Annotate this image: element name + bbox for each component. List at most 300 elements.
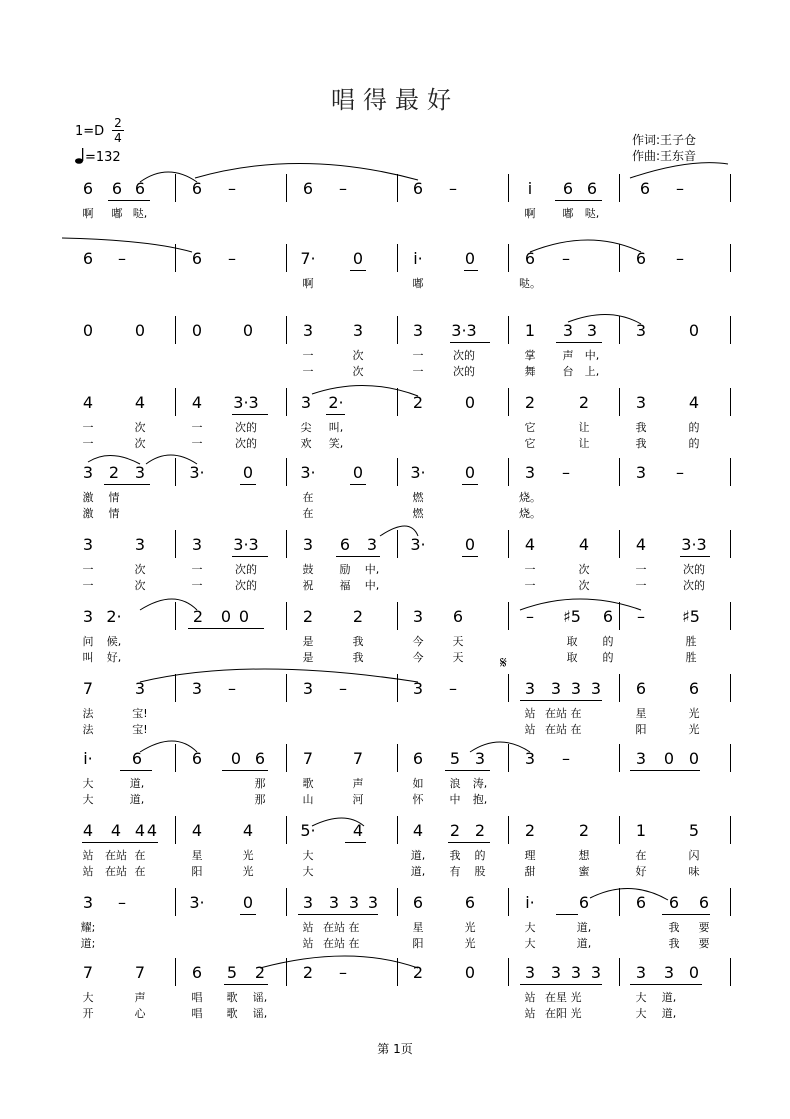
bar-line xyxy=(175,744,176,772)
note: 6 xyxy=(191,963,203,982)
lyric: 星 xyxy=(412,921,424,934)
eighth-beam xyxy=(232,556,268,557)
note: 3· xyxy=(300,463,316,482)
bar-line xyxy=(508,816,509,844)
time-top: 2 xyxy=(114,116,122,130)
lyric: 股 xyxy=(474,865,486,878)
note: 6 xyxy=(668,893,680,912)
note: 3 xyxy=(562,321,574,340)
lyric: 情 xyxy=(108,491,120,504)
eighth-beam xyxy=(630,984,702,985)
lyric: 让 xyxy=(578,421,590,434)
lyric: 光 xyxy=(688,707,700,720)
lyric: 宝! xyxy=(132,723,148,736)
bar-line xyxy=(730,602,731,630)
bar-line xyxy=(619,744,620,772)
note: – xyxy=(676,249,684,268)
lyric: 光 xyxy=(464,921,476,934)
note: 4 xyxy=(578,535,590,554)
lyric: 一 xyxy=(412,349,424,362)
lyric: 一 xyxy=(524,579,536,592)
eighth-beam xyxy=(82,842,158,843)
lyric: 唱 xyxy=(191,1007,203,1020)
eighth-beam xyxy=(240,484,256,485)
lyric: 大 xyxy=(302,865,314,878)
bar-line xyxy=(508,458,509,486)
lyric: 中, xyxy=(364,563,380,576)
eighth-beam xyxy=(222,770,268,771)
lyric: 道, xyxy=(661,1007,677,1020)
note: 3 xyxy=(82,607,94,626)
lyric: 好, xyxy=(106,651,122,664)
note: 6 xyxy=(452,607,464,626)
note: – xyxy=(676,463,684,482)
note: – xyxy=(228,679,236,698)
note: 2 xyxy=(524,821,536,840)
note: 4 xyxy=(134,393,146,412)
note: 3· xyxy=(410,463,426,482)
note: 0 xyxy=(238,607,250,626)
lyric: 上, xyxy=(584,365,600,378)
bar-line xyxy=(730,458,731,486)
bar-line xyxy=(508,316,509,344)
lyric: 次的 xyxy=(235,421,257,434)
lyric: 好 xyxy=(635,865,647,878)
note: 3 xyxy=(191,535,203,554)
note: 6 xyxy=(412,893,424,912)
bar-line xyxy=(508,174,509,202)
lyric: 胜 xyxy=(685,635,697,648)
bar-line xyxy=(508,530,509,558)
lyric: 激 xyxy=(82,491,94,504)
lyric: 在 xyxy=(134,865,146,878)
note: 2 xyxy=(302,607,314,626)
lyric: 叫, xyxy=(328,421,344,434)
bar-line xyxy=(286,674,287,702)
bar-line xyxy=(730,674,731,702)
lyric: 大 xyxy=(302,849,314,862)
note: 6 xyxy=(134,179,146,198)
bar-line xyxy=(397,244,398,272)
note: 3 xyxy=(590,679,602,698)
lyric: 次的 xyxy=(683,579,705,592)
lyric: 次的 xyxy=(453,349,475,362)
note: 6 xyxy=(131,749,143,768)
lyric: 次 xyxy=(134,421,146,434)
note: 0 xyxy=(464,463,476,482)
lyric: 次的 xyxy=(235,563,257,576)
note: 3·3 xyxy=(233,393,259,412)
eighth-beam xyxy=(450,342,490,343)
lyric: 道; xyxy=(80,937,96,950)
lyric: 站 xyxy=(82,849,94,862)
bar-line xyxy=(397,602,398,630)
note: 3 xyxy=(302,321,314,340)
eighth-beam xyxy=(108,200,150,201)
lyric: 歌 xyxy=(302,777,314,790)
lyric: 啊 xyxy=(82,207,94,220)
time-signature xyxy=(111,116,125,145)
lyric: 烧。 xyxy=(519,491,541,504)
lyric: 是 xyxy=(302,635,314,648)
lyric: 它 xyxy=(524,437,536,450)
bar-line xyxy=(619,816,620,844)
lyric: 欢 xyxy=(300,437,312,450)
note: – xyxy=(526,607,534,626)
bar-line xyxy=(508,888,509,916)
lyric: 道, xyxy=(129,777,145,790)
bar-line xyxy=(730,388,731,416)
note: 4 xyxy=(82,821,94,840)
bar-line xyxy=(397,388,398,416)
note: 3 xyxy=(550,679,562,698)
note: 2 xyxy=(352,607,364,626)
lyric: 想 xyxy=(578,849,590,862)
lyric: 星 xyxy=(191,849,203,862)
eighth-beam xyxy=(520,700,602,701)
note: 6 xyxy=(82,249,94,268)
eighth-beam xyxy=(680,556,710,557)
time-bottom: 4 xyxy=(114,131,122,145)
note: 3 xyxy=(635,963,647,982)
note: 3 xyxy=(524,749,536,768)
eighth-beam xyxy=(556,342,602,343)
lyric: 福 xyxy=(339,579,351,592)
lyric: 嘟 xyxy=(111,207,123,220)
note: – xyxy=(228,179,236,198)
bar-line xyxy=(397,816,398,844)
note: 7 xyxy=(134,963,146,982)
lyric: 候, xyxy=(106,635,122,648)
lyric: 在站 xyxy=(105,865,127,878)
lyric: 在 xyxy=(348,921,360,934)
quarter-note-icon xyxy=(75,148,85,164)
note: 4 xyxy=(191,393,203,412)
bar-line xyxy=(175,388,176,416)
lyric: 大 xyxy=(524,921,536,934)
lyric: 站 xyxy=(302,937,314,950)
note: 0 xyxy=(464,963,476,982)
note: 3 xyxy=(348,893,360,912)
lyric: 在 xyxy=(635,849,647,862)
note: 3 xyxy=(328,893,340,912)
bar-line xyxy=(175,602,176,630)
lyric: 开 xyxy=(82,1007,94,1020)
note: 6 xyxy=(302,179,314,198)
note: 0 xyxy=(352,463,364,482)
bar-line xyxy=(286,458,287,486)
lyric: 我 xyxy=(668,937,680,950)
tempo-marking xyxy=(75,148,121,165)
segno-icon: 𝄋 xyxy=(500,653,507,672)
note: 3 xyxy=(82,893,94,912)
eighth-beam xyxy=(224,984,268,985)
lyric: 一 xyxy=(412,365,424,378)
note: 0 xyxy=(464,249,476,268)
bar-line xyxy=(286,316,287,344)
eighth-beam xyxy=(104,484,150,485)
lyric: 燃 xyxy=(412,491,424,504)
lyric: 一 xyxy=(191,579,203,592)
lyric: 道, xyxy=(576,937,592,950)
eighth-beam xyxy=(188,628,264,629)
lyric: 我 xyxy=(635,437,647,450)
bar-line xyxy=(175,530,176,558)
lyric: 掌 xyxy=(524,349,536,362)
lyric: 要 xyxy=(698,921,710,934)
bar-line xyxy=(175,674,176,702)
note: 6 xyxy=(639,179,651,198)
note: 0 xyxy=(242,893,254,912)
lyric: 如 xyxy=(412,777,424,790)
note: – xyxy=(118,249,126,268)
note: 0 xyxy=(220,607,232,626)
lyric: 在 xyxy=(348,937,360,950)
lyric: 次 xyxy=(578,579,590,592)
note: 5 xyxy=(226,963,238,982)
bar-line xyxy=(175,174,176,202)
note: i· xyxy=(525,893,535,912)
lyric: 叫 xyxy=(82,651,94,664)
note: 3 xyxy=(300,393,312,412)
lyric: 山 xyxy=(302,793,314,806)
note: 0 xyxy=(230,749,242,768)
note: 6 xyxy=(339,535,351,554)
note: 3·3 xyxy=(451,321,477,340)
note: 7 xyxy=(302,749,314,768)
note: 3 xyxy=(134,679,146,698)
eighth-beam xyxy=(350,484,366,485)
lyric: 宝! xyxy=(132,707,148,720)
eighth-beam xyxy=(326,414,345,415)
bar-line xyxy=(397,888,398,916)
lyric: 光 xyxy=(570,991,582,1004)
bar-line xyxy=(286,244,287,272)
lyric: 次的 xyxy=(235,579,257,592)
bar-line xyxy=(730,744,731,772)
note: 6 xyxy=(698,893,710,912)
note: 3 xyxy=(635,749,647,768)
lyric: 一 xyxy=(82,421,94,434)
lyric: 河 xyxy=(352,793,364,806)
lyric: 歌 xyxy=(226,991,238,1004)
lyric: 谣, xyxy=(252,991,268,1004)
lyric: 的 xyxy=(474,849,486,862)
note: 6 xyxy=(524,249,536,268)
lyric: 在 xyxy=(570,707,582,720)
bar-line xyxy=(397,744,398,772)
note: 6 xyxy=(82,179,94,198)
note: 3 xyxy=(524,679,536,698)
note: 7 xyxy=(352,749,364,768)
lyric: 站 xyxy=(524,723,536,736)
note: 3 xyxy=(82,535,94,554)
eighth-beam xyxy=(232,414,268,415)
note: 3 xyxy=(474,749,486,768)
note: 3·3 xyxy=(233,535,259,554)
note: 0 xyxy=(464,535,476,554)
bar-line xyxy=(286,602,287,630)
note: 3 xyxy=(134,535,146,554)
note: 2· xyxy=(106,607,122,626)
lyric: 我 xyxy=(668,921,680,934)
note: 6 xyxy=(191,179,203,198)
lyric: 谣, xyxy=(252,1007,268,1020)
note: 0 xyxy=(688,749,700,768)
note: 3 xyxy=(524,963,536,982)
lyric: 问 xyxy=(82,635,94,648)
lyric: 次的 xyxy=(235,437,257,450)
note: 6 xyxy=(254,749,266,768)
note: – xyxy=(118,893,126,912)
lyric: 今 xyxy=(412,651,424,664)
note: 4 xyxy=(242,821,254,840)
note: 5 xyxy=(449,749,461,768)
note: 4 xyxy=(524,535,536,554)
lyric: 舞 xyxy=(524,365,536,378)
bar-line xyxy=(730,958,731,986)
note: 6 xyxy=(412,179,424,198)
lyric: 道, xyxy=(410,865,426,878)
lyric: 在 xyxy=(302,507,314,520)
lyric: 光 xyxy=(688,723,700,736)
lyric: 一 xyxy=(635,563,647,576)
lyric: 中 xyxy=(449,793,461,806)
lyric: 在 xyxy=(302,491,314,504)
lyric: 味 xyxy=(688,865,700,878)
lyric: 唱 xyxy=(191,991,203,1004)
lyric: 在星 xyxy=(545,991,567,1004)
lyric: 大 xyxy=(82,991,94,1004)
lyric: 取 xyxy=(566,651,578,664)
note: 0 xyxy=(464,393,476,412)
note: 2 xyxy=(474,821,486,840)
note: 3 xyxy=(134,463,146,482)
note: 4 xyxy=(191,821,203,840)
note: 3 xyxy=(366,535,378,554)
note: 2· xyxy=(328,393,344,412)
bar-line xyxy=(619,458,620,486)
lyric: 心 xyxy=(134,1007,146,1020)
lyric: 我 xyxy=(449,849,461,862)
lyric: 甜 xyxy=(524,865,536,878)
note: 6 xyxy=(412,749,424,768)
bar-line xyxy=(397,458,398,486)
lyric: 啊 xyxy=(302,277,314,290)
lyric: 理 xyxy=(524,849,536,862)
composer-credit: 作曲:王东音 xyxy=(632,149,697,163)
lyric: 阳 xyxy=(412,937,424,950)
lyric: 是 xyxy=(302,651,314,664)
lyric: 一 xyxy=(302,349,314,362)
lyric: 大 xyxy=(82,793,94,806)
note: 0 xyxy=(82,321,94,340)
note: 3 xyxy=(524,463,536,482)
note: 6 xyxy=(586,179,598,198)
lyric: 怀 xyxy=(412,793,424,806)
lyric: 嘟 xyxy=(412,277,424,290)
bar-line xyxy=(286,958,287,986)
note: – xyxy=(676,179,684,198)
note: 2 xyxy=(108,463,120,482)
note: 0 xyxy=(663,749,675,768)
bar-line xyxy=(175,958,176,986)
lyric: 大 xyxy=(635,1007,647,1020)
lyric: 一 xyxy=(191,437,203,450)
note: 3 xyxy=(570,963,582,982)
note: – xyxy=(449,679,457,698)
note: – xyxy=(562,463,570,482)
bar-line xyxy=(175,816,176,844)
eighth-beam xyxy=(464,270,478,271)
note: 3 xyxy=(352,321,364,340)
note: 1 xyxy=(524,321,536,340)
note: 6 xyxy=(562,179,574,198)
bar-line xyxy=(730,888,731,916)
lyric: 站 xyxy=(82,865,94,878)
lyric: 次的 xyxy=(683,563,705,576)
lyric: 在 xyxy=(570,723,582,736)
note: 2 xyxy=(578,821,590,840)
lyric: 嘟 xyxy=(562,207,574,220)
note: 2 xyxy=(302,963,314,982)
lyric: 在站 xyxy=(545,723,567,736)
note: 0 xyxy=(242,463,254,482)
bar-line xyxy=(619,602,620,630)
note: 3 xyxy=(570,679,582,698)
lyric: 那 xyxy=(254,777,266,790)
eighth-beam xyxy=(662,914,710,915)
bar-line xyxy=(730,174,731,202)
lyric: 让 xyxy=(578,437,590,450)
bar-line xyxy=(175,244,176,272)
bar-line xyxy=(397,316,398,344)
eighth-beam xyxy=(336,556,380,557)
note: 3 xyxy=(590,963,602,982)
note: – xyxy=(339,963,347,982)
note: 2 xyxy=(412,393,424,412)
bar-line xyxy=(619,530,620,558)
lyric: 烧。 xyxy=(519,507,541,520)
note: 2 xyxy=(412,963,424,982)
bar-line xyxy=(508,674,509,702)
bar-line xyxy=(397,958,398,986)
lyric: 取 xyxy=(566,635,578,648)
note: 3 xyxy=(412,321,424,340)
bar-line xyxy=(397,174,398,202)
lyric: 今 xyxy=(412,635,424,648)
lyric: 在阳 xyxy=(545,1007,567,1020)
note: 6 xyxy=(635,679,647,698)
lyric: 耀; xyxy=(80,921,96,934)
note: 6 xyxy=(602,607,614,626)
eighth-beam xyxy=(448,842,490,843)
lyric: 在站 xyxy=(545,707,567,720)
tempo-value: =132 xyxy=(85,150,121,165)
note: 0 xyxy=(688,963,700,982)
bar-line xyxy=(508,744,509,772)
note: 3 xyxy=(663,963,675,982)
lyric: 道, xyxy=(410,849,426,862)
lyric: 哒。 xyxy=(519,277,541,290)
note: 3·3 xyxy=(681,535,707,554)
lyric: 次的 xyxy=(453,365,475,378)
page-footer: 第 1页 xyxy=(377,1042,413,1056)
lyric: 的 xyxy=(602,651,614,664)
bar-line xyxy=(619,674,620,702)
lyric: 在站 xyxy=(105,849,127,862)
lyric: 声 xyxy=(352,777,364,790)
